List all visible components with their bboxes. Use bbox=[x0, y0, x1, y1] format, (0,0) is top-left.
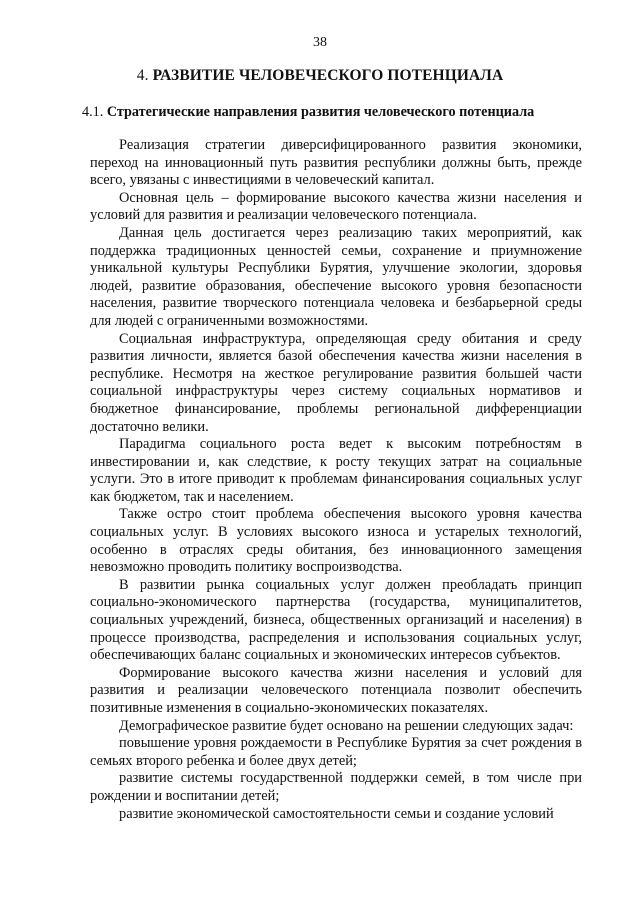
paragraph: Реализация стратегии диверсифицированного развития экономики, переход на инновационный путь развития республики должны быть, прежде всего, увязаны с инвестициями в человеческий капитал. bbox=[90, 137, 582, 189]
chapter-number: 4. bbox=[136, 67, 149, 84]
page-number: 38 bbox=[313, 35, 327, 50]
paragraph: Парадигма социального роста ведет к высоким потребностям в инвестировании и, как следствие, к росту текущих затрат на социальные услуги. Это в итоге приводит к проблемам финансирования социальных услуг как бюджетом, так и населением. bbox=[90, 436, 582, 505]
body-text bbox=[90, 137, 582, 823]
paragraph: Социальная инфраструктура, определяющая среду обитания и среду развития личности, является базой обеспечения качества жизни населения в республике. Несмотря на жесткое регулирование развития большей части социальной инфраструктуры через систему социальных нормативов и бюджетное финансирование, проблемы региональной дифференциации достаточно велики. bbox=[90, 330, 582, 435]
list-item-paragraph: развитие системы государственной поддержки семей, в том числе при рождении и воспитании детей; bbox=[90, 770, 582, 804]
paragraph: Данная цель достигается через реализацию таких мероприятий, как поддержка традиционных ценностей семьи, сохранение и приумножение уникальной культуры Республики Бурятия, улучшение экологии, здоровья людей, развитие образования, обеспечение высокого уровня безопасности населения, развитие творческого потенциала человека и безбарьерной среды для людей с ограниченными возможностями. bbox=[90, 224, 582, 329]
paragraph: Формирование высокого качества жизни населения и условий для развития и реализации человеческого потенциала позволит обеспечить позитивные изменения в социально-экономических показателях. bbox=[90, 664, 582, 716]
chapter-title: РАЗВИТИЕ ЧЕЛОВЕЧЕСКОГО ПОТЕНЦИАЛА bbox=[152, 67, 504, 84]
chapter-heading bbox=[0, 66, 640, 86]
list-item-paragraph: развитие экономической самостоятельности семьи и создание условий bbox=[119, 805, 554, 822]
paragraph: Также остро стоит проблема обеспечения высокого уровня качества социальных услуг. В условиях высокого износа и устарелых технологий, особенно в отраслях среды обитания, без инновационного замещения невозможно проводить политику воспроизводства. bbox=[90, 506, 582, 576]
paragraph: Демографическое развитие будет основано на решении следующих задач: bbox=[119, 717, 574, 734]
section-title: Стратегические направления развития человеческого потенциала bbox=[106, 104, 535, 120]
list-item-paragraph: повышение уровня рождаемости в Республике Бурятия за счет рождения в семьях второго ребенка и более двух детей; bbox=[90, 735, 582, 769]
paragraph: В развитии рынка социальных услуг должен преобладать принцип социально-экономического партнерства (государства, муниципалитетов, социальных учреждений, бизнеса, общественных организаций и населения) в процессе производства, распределения и использования социальных услуг, обеспечивающих баланс социальных и экономических интересов субъектов. bbox=[90, 576, 582, 664]
paragraph: Основная цель – формирование высокого качества жизни населения и условий для развития и реализации человеческого потенциала. bbox=[90, 189, 582, 224]
section-number: 4.1. bbox=[82, 104, 104, 120]
section-heading bbox=[82, 103, 602, 121]
